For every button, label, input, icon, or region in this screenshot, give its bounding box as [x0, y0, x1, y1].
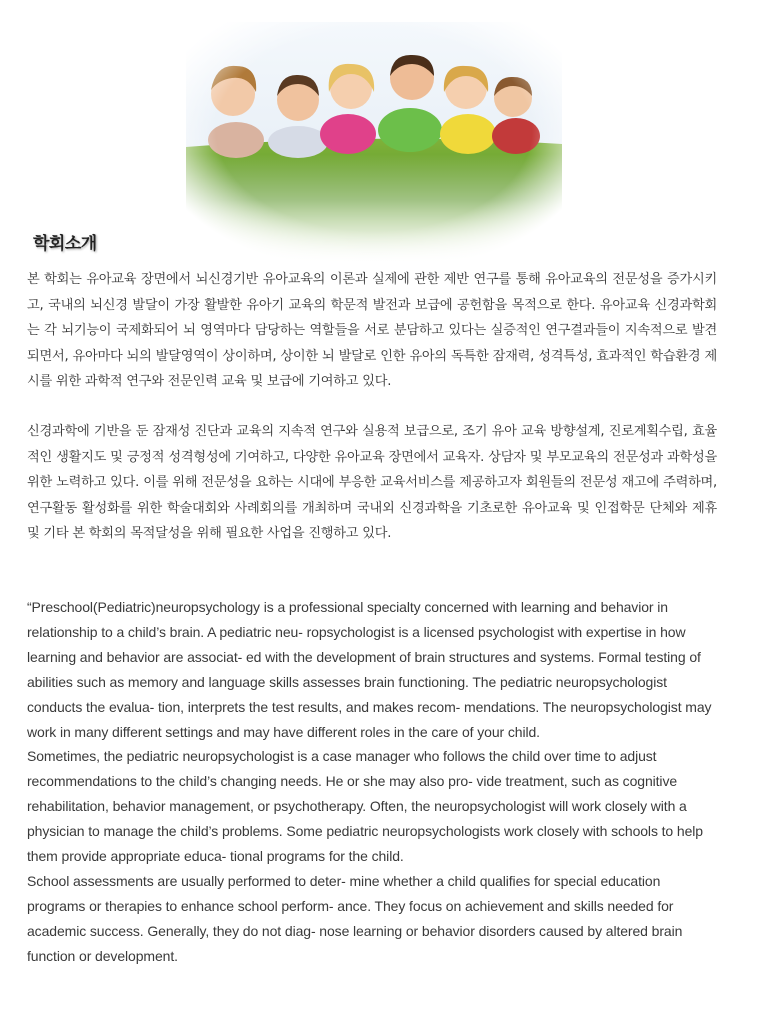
english-section	[27, 595, 717, 969]
hero-image	[186, 22, 562, 262]
english-paragraph-1: “Preschool(Pediatric)neuropsychology is a professional specialty concerned with learning and behavior in relationship to a child’s brain. A pediatric neu- ropsychologist is a licensed psychologist with expertise in how learning and behavior are associat- ed with the development of brain structures and systems. Formal testing of abilities such as memory and language skills assesses brain functioning. The pediatric neuropsychologist conducts the evalua- tion, interprets the test results, and makes recom- mendations. The neuropsychologist may work in many different settings and may have different roles in the care of your child.	[27, 599, 712, 740]
english-paragraph-2: Sometimes, the pediatric neuropsychologist is a case manager who follows the child over time to adjust recommendations to the child’s changing needs. He or she may also pro- vide treatment, such as cognitive rehabilitation, behavior management, or psychotherapy. Often, the neuropsychologist will work closely with a physician to manage the child’s problems. Some pediatric neuropsychologists work closely with schools to help them provide appropriate educa- tional programs for the child.	[27, 748, 703, 865]
english-paragraph-3: School assessments are usually performed to deter- mine whether a child qualifies for special education programs or therapies to enhance school perform- ance. They focus on achievement and skills needed for academic success. Generally, they do not diag- nose learning or behavior disorders caused by altered brain function or development.	[27, 872, 683, 964]
children-on-grass-illustration	[186, 22, 562, 262]
korean-paragraph-2: 신경과학에 기반을 둔 잠재성 진단과 교육의 지속적 연구와 실용적 보급으로, 조기 유아 교육 방향설계, 진로계획수립, 효율적인 생활지도 및 긍정적 성격형성에 기여하고, 다양한 유아교육 장면에서 교육자. 상담자 및 부모교육의 전문성과 과학성을 위한 노력하고 있다. 이를 위해 전문성을 요하는 시대에 부응한 교육서비스를 제공하고자 회원들의 전문성 재고에 주력하며, 연구활동 활성화를 위한 학술대회와 사례회의를 개최하며 국내외 신경과학을 기초로한 유아교육 및 인접학문 단체와 제휴 및 기타 본 학회의 목적달성을 위해 필요한 사업을 진행하고 있다.	[27, 424, 717, 541]
page-title: 학회소개	[33, 234, 97, 254]
korean-paragraph-1: 본 학회는 유아교육 장면에서 뇌신경기반 유아교육의 이론과 실제에 관한 제반 연구를 통해 유아교육의 전문성을 증가시키고, 국내의 뇌신경 발달이 가장 활발한 유아기 교육의 학문적 발전과 보급에 공헌함을 목적으로 한다. 유아교육 신경과학회는 각 뇌기능이 국제화되어 뇌 영역마다 담당하는 역할들을 서로 분담하고 있다는 실증적인 연구결과들이 지속적으로 발견되면서, 유아마다 뇌의 발달영역이 상이하며, 상이한 뇌 발달로 인한 유아의 독특한 잠재력, 성격특성, 효과적인 학습환경 제시를 위한 과학적 연구와 전문인력 교육 및 보급에 기여하고 있다.	[27, 272, 717, 389]
